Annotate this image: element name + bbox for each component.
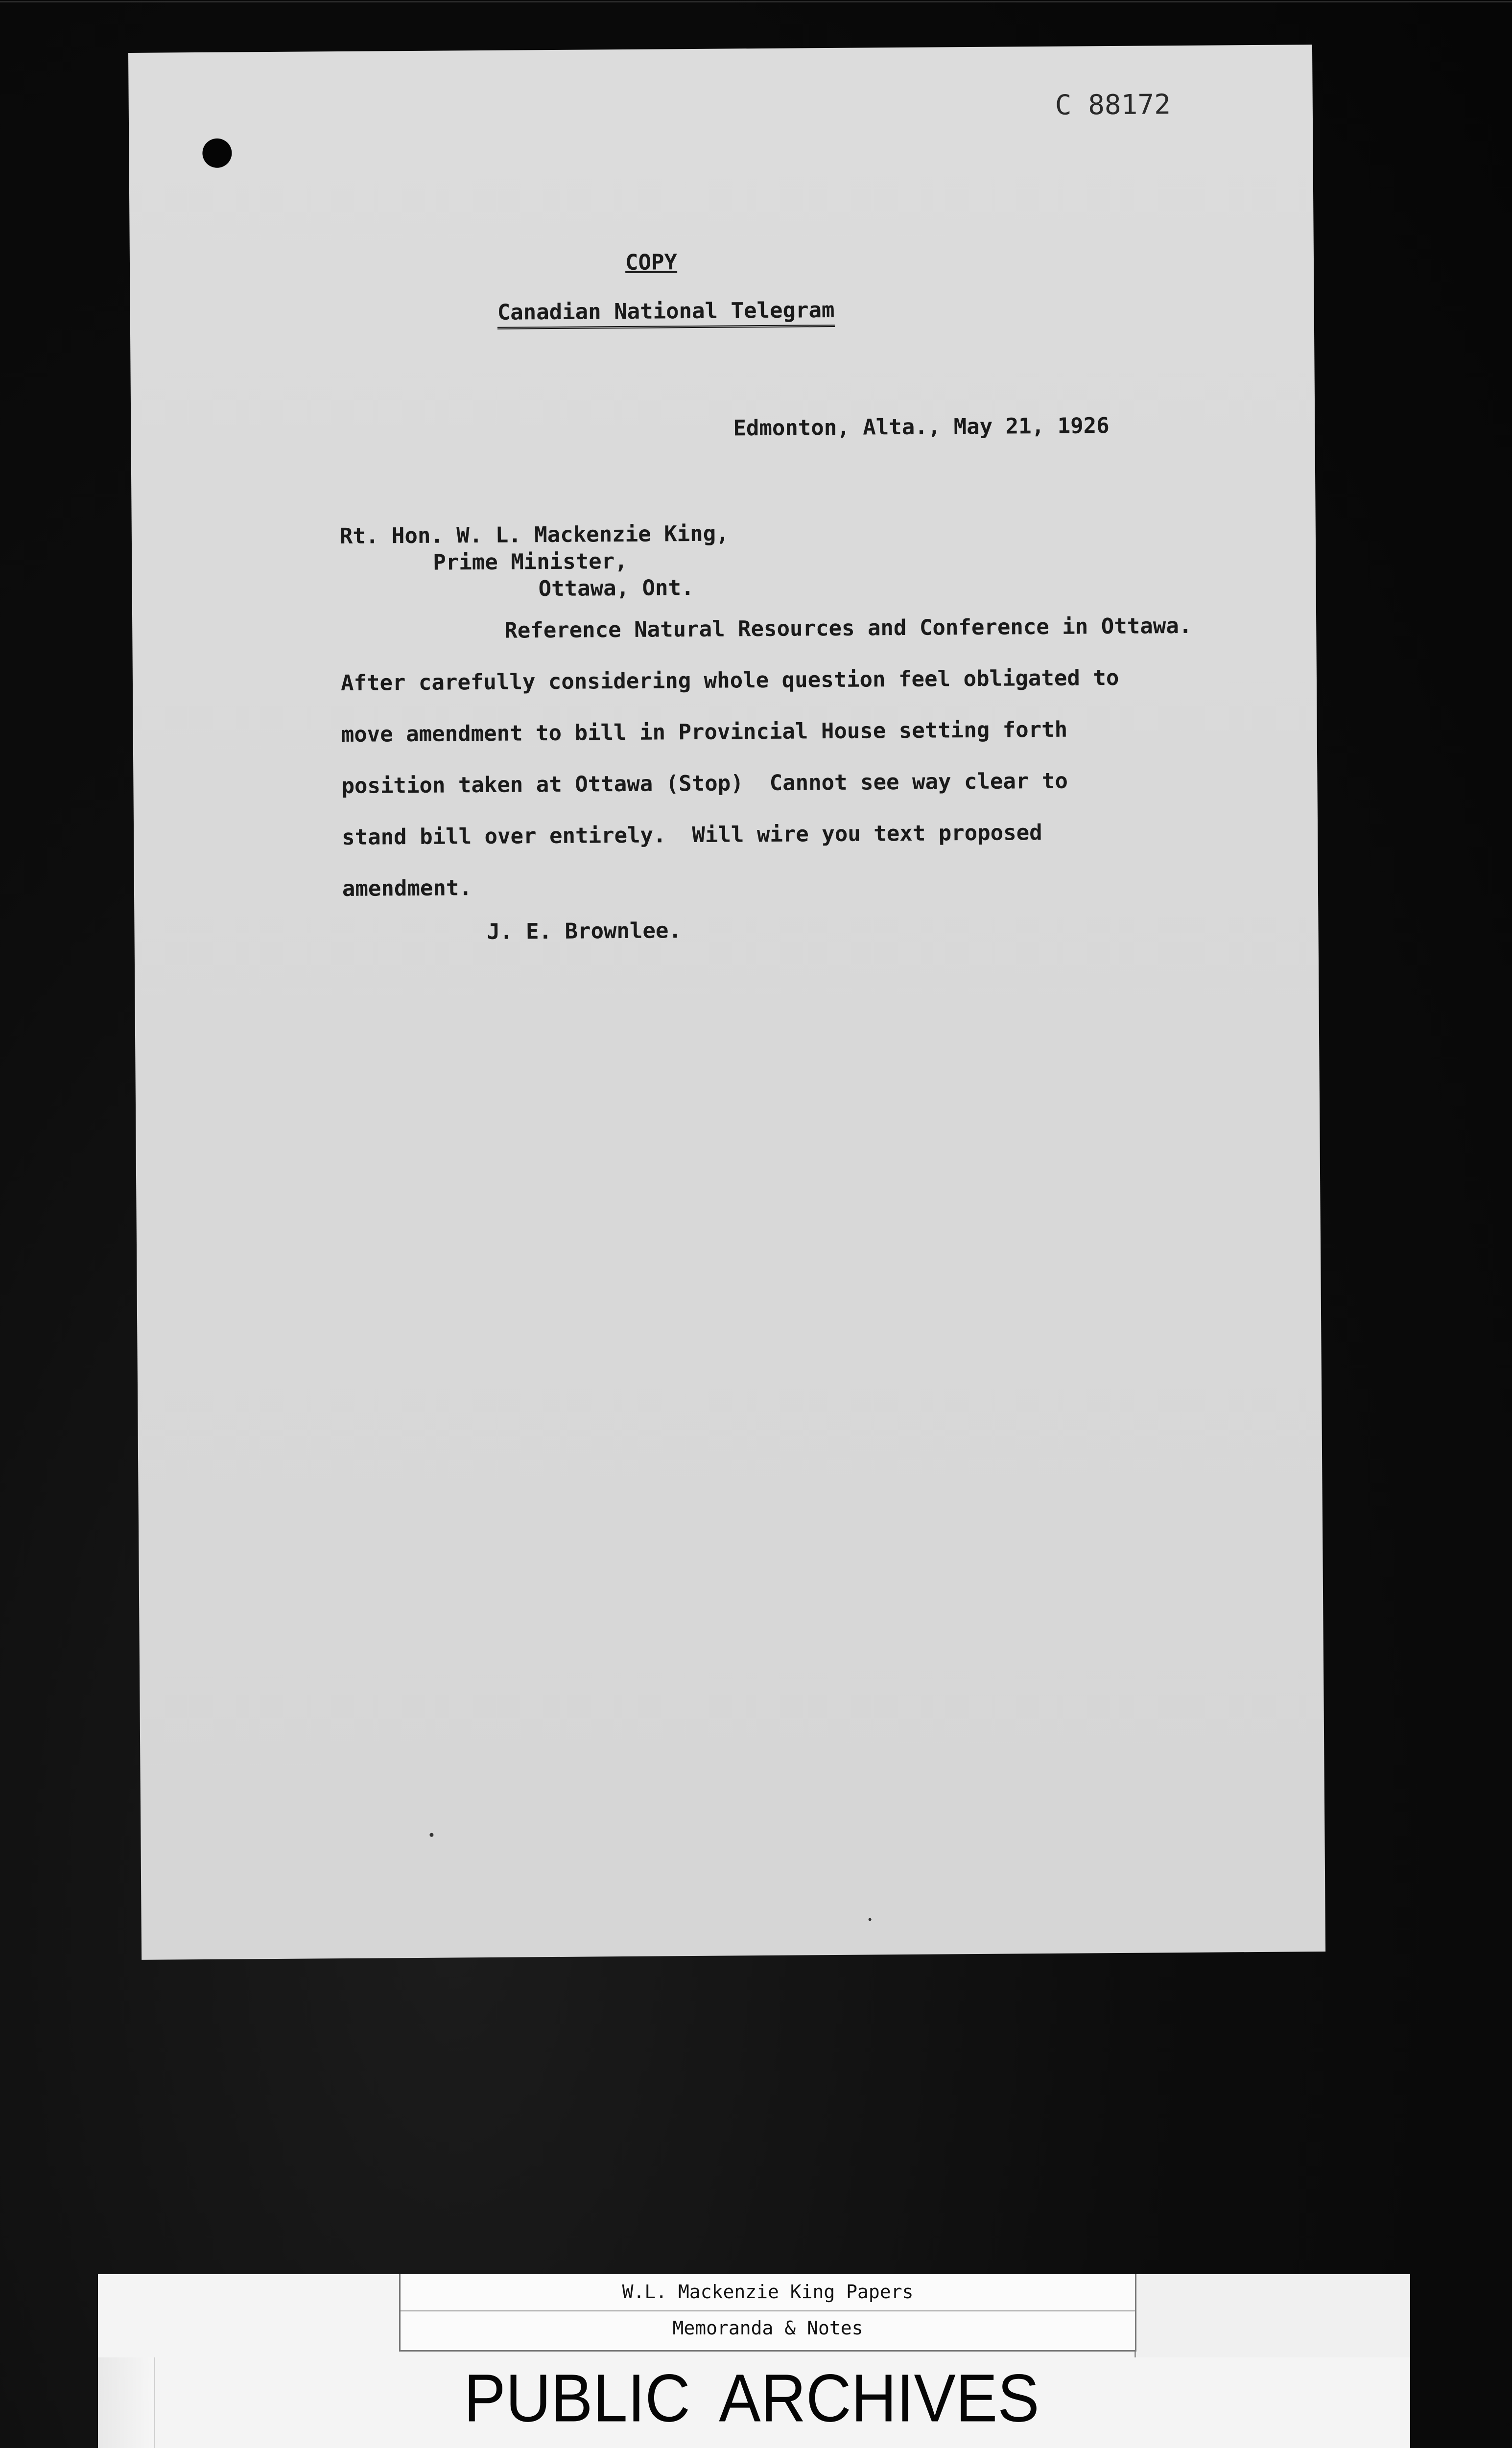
- reference-number: C 88172: [1055, 89, 1171, 121]
- archive-title-english: PUBLIC ARCHIVES: [464, 2360, 1040, 2436]
- punch-hole: [202, 139, 232, 168]
- addressee-name: Rt. Hon. W. L. Mackenzie King,: [339, 521, 729, 549]
- copy-heading: COPY: [625, 250, 678, 275]
- signature: J. E. Brownlee.: [487, 918, 682, 944]
- strip-edge-right: [1134, 2274, 1410, 2357]
- archive-label-strip: [98, 2274, 1410, 2448]
- paper-speck: [429, 1833, 433, 1837]
- body-line: After carefully considering whole question feel obligated to: [340, 665, 1119, 696]
- collection-label: [399, 2274, 1136, 2352]
- paper-speck: [869, 1918, 872, 1921]
- telegram-heading: Canadian National Telegram: [497, 298, 835, 330]
- addressee-location: Ottawa, Ont.: [538, 575, 694, 602]
- film-edge-top: [0, 1, 1512, 2]
- body-line: position taken at Ottawa (Stop) Cannot see way clear to: [341, 768, 1068, 799]
- collection-name: W.L. Mackenzie King Papers: [622, 2281, 914, 2303]
- body-line: Reference Natural Resources and Conference in Ottawa.: [504, 613, 1192, 643]
- series-name: Memoranda & Notes: [672, 2317, 863, 2339]
- telegram-page: [128, 45, 1325, 1960]
- body-line: amendment.: [342, 875, 472, 901]
- body-line: move amendment to bill in Provincial House setting forth: [341, 717, 1068, 747]
- label-divider: [401, 2310, 1135, 2311]
- dateline: Edmonton, Alta., May 21, 1926: [733, 413, 1110, 441]
- body-line: stand bill over entirely. Will wire you text proposed: [342, 820, 1042, 850]
- addressee-title: Prime Minister,: [433, 548, 628, 575]
